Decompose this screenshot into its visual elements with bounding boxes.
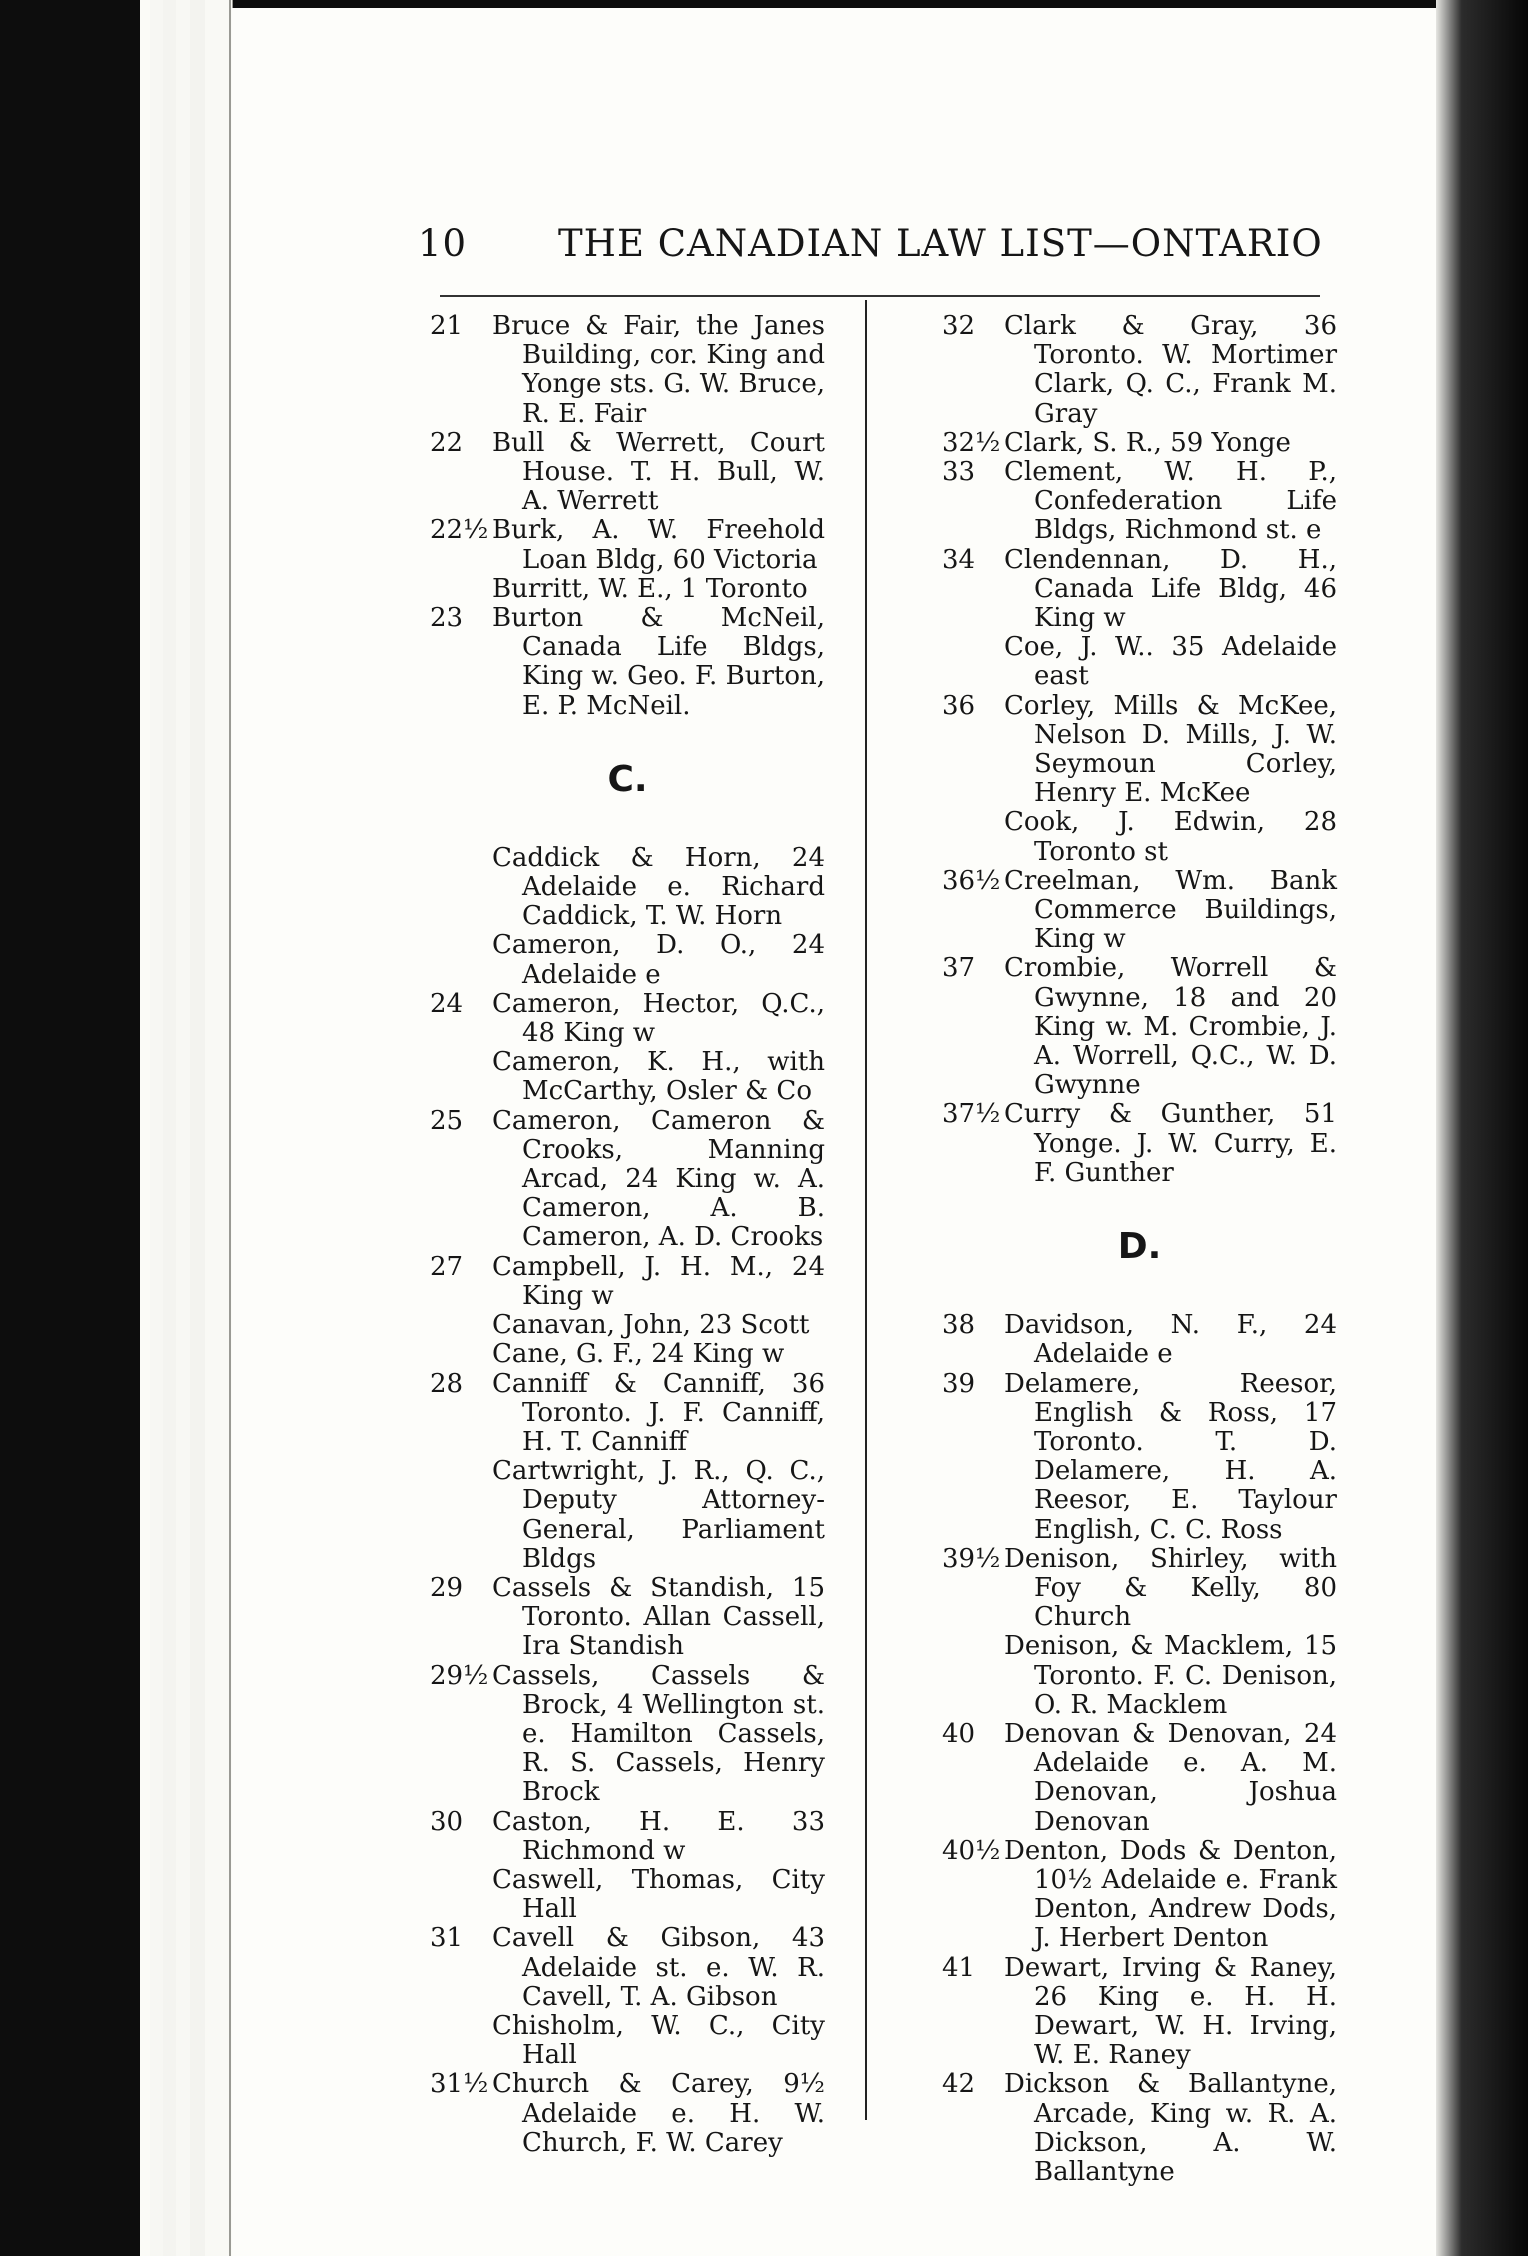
entry-text: Cavell & Gibson, 43 Adelaide st. e. W. R. Cavell, T. A. Gibson <box>492 1923 825 2012</box>
entry-number: 34 <box>942 544 976 575</box>
entry-text: Cassels & Standish, 15 Toronto. Allan Cassell, Ira Standish <box>492 1572 825 1662</box>
entry-text: Cameron, D. O., 24 Adelaide e <box>492 930 825 990</box>
directory-entry <box>430 604 825 721</box>
entry-text: Creelman, Wm. Bank Commerce Buildings, King w <box>1004 865 1337 955</box>
entry-number: 36 <box>942 690 976 721</box>
entry-text: Curry & Gunther, 51 Yonge. J. W. Curry, E. F. Gunther <box>1004 1099 1337 1188</box>
entry-number: 27 <box>430 1251 464 1282</box>
entry-text: Bull & Werrett, Court House. T. H. Bull, W. A. Werrett <box>492 427 825 517</box>
entry-text: Denton, Dods & Denton, 10½ Adelaide e. Frank Denton, Andrew Dods, J. Herbert Denton <box>1004 1835 1337 1954</box>
directory-entry <box>942 1311 1337 1369</box>
entry-text: Cane, G. F., 24 King w <box>492 1339 785 1370</box>
page-header <box>418 214 1323 274</box>
entry-number: 25 <box>430 1105 464 1136</box>
directory-entry <box>430 1253 825 1311</box>
directory-entry <box>942 867 1337 955</box>
entry-text: Bruce & Fair, the Janes Building, cor. King and Yonge sts. G. W. Bruce, R. E. Fair <box>492 311 825 429</box>
entry-number: 23 <box>430 603 464 634</box>
entry-text: Clement, W. H. P., Confederation Life Bldgs, Richmond st. e <box>1004 457 1337 546</box>
entry-number: 42 <box>942 2069 976 2100</box>
entry-number: 40½ <box>942 1835 1001 1866</box>
entry-text: Burk, A. W. Freehold Loan Bldg, 60 Victoria <box>492 515 825 575</box>
entry-text: Caddick & Horn, 24 Adelaide e. Richard Caddick, T. W. Horn <box>492 842 825 932</box>
page-gutter-shadow <box>1436 0 1528 2256</box>
page-number: 10 <box>418 222 468 265</box>
entry-number: 21 <box>430 311 464 341</box>
entry-number: 29 <box>430 1572 464 1603</box>
entry-text: Cameron, K. H., with McCarthy, Osler & Co <box>492 1047 825 1107</box>
entry-number: 38 <box>942 1310 976 1341</box>
directory-entry <box>430 2070 825 2158</box>
directory-entry <box>942 954 1337 1100</box>
page-title: THE CANADIAN LAW LIST—ONTARIO <box>558 222 1323 265</box>
entry-number: 36½ <box>942 865 1001 896</box>
directory-entry <box>430 312 825 429</box>
directory-entry <box>942 633 1337 691</box>
entry-text: Canniff & Canniff, 36 Toronto. J. F. Canniff, H. T. Canniff <box>492 1368 825 1457</box>
directory-entry <box>430 990 825 1048</box>
directory-entry <box>942 312 1337 429</box>
entry-text: Denison, Shirley, with Foy & Kelly, 80 Church <box>1004 1543 1337 1633</box>
entry-text: Denovan & Denovan, 24 Adelaide e. A. M. Denovan, Joshua Denovan <box>1004 1718 1337 1837</box>
directory-entry <box>430 1107 825 1253</box>
entry-number: 30 <box>430 1806 464 1837</box>
entry-number: 29½ <box>430 1660 489 1691</box>
entry-text: Cameron, Hector, Q.C., 48 King w <box>492 988 825 1049</box>
entry-text: Burritt, W. E., 1 Toronto <box>492 573 808 604</box>
directory-entry <box>430 1340 825 1369</box>
directory-entry <box>430 1866 825 1924</box>
directory-entry <box>430 1662 825 1808</box>
entry-text: Delamere, Reesor, English & Ross, 17 Toronto. T. D. Delamere, H. A. Reesor, E. Taylour English, C. C. Ross <box>1004 1368 1337 1545</box>
directory-entry <box>430 1048 825 1106</box>
directory-entry <box>430 1924 825 2012</box>
directory-entry <box>942 2070 1337 2187</box>
entry-text: Corley, Mills & McKee, Nelson D. Mills, J. W. Seymoun Corley, Henry E. McKee <box>1004 690 1337 809</box>
entry-text: Dewart, Irving & Raney, 26 King e. H. H. Dewart, W. H. Irving, W. E. Raney <box>1004 1952 1337 2071</box>
entry-number: 33 <box>942 457 976 488</box>
entry-number: 22 <box>430 427 464 458</box>
directory-entry <box>942 546 1337 634</box>
entry-number: 41 <box>942 1952 976 1983</box>
entry-text: Cassels, Cassels & Brock, 4 Wellington st. e. Hamilton Cassels, R. S. Cassels, Henry Brock <box>492 1660 825 1808</box>
directory-entry <box>430 1457 825 1574</box>
directory-entry <box>430 931 825 989</box>
entry-number: 39½ <box>942 1543 1001 1574</box>
page-edge-leaf <box>205 0 230 2256</box>
directory-entry <box>430 1808 825 1866</box>
entry-text: Cartwright, J. R., Q. C., Deputy Attorney-General, Parliament Bldgs <box>492 1456 825 1574</box>
entry-text: Chisholm, W. C., City Hall <box>492 2010 825 2071</box>
entry-number: 37½ <box>942 1099 1001 1130</box>
entry-text: Canavan, John, 23 Scott <box>492 1310 810 1341</box>
right-column <box>942 312 1337 2187</box>
entry-text: Caston, H. E. 33 Richmond w <box>492 1806 825 1866</box>
entry-number: 37 <box>942 953 976 984</box>
directory-entry <box>430 2012 825 2070</box>
directory-entry <box>430 516 825 574</box>
column-divider <box>865 300 867 2120</box>
directory-entry <box>942 429 1337 458</box>
entry-text: Cameron, Cameron & Crooks, Manning Arcad, 24 King w. A. Cameron, A. B. Cameron, A. D. Crooks <box>492 1105 825 1253</box>
entry-text: Clark, S. R., 59 Yonge <box>1004 427 1291 458</box>
entry-text: Cook, J. Edwin, 28 Toronto st <box>1004 807 1337 867</box>
directory-entry <box>942 1370 1337 1545</box>
directory-entry <box>430 429 825 517</box>
entry-text: Clendennan, D. H., Canada Life Bldg, 46 King w <box>1004 544 1337 634</box>
entry-text: Clark & Gray, 36 Toronto. W. Mortimer Clark, Q. C., Frank M. Gray <box>1004 311 1337 429</box>
entry-text: Crombie, Worrell & Gwynne, 18 and 20 King w. M. Crombie, J. A. Worrell, Q.C., W. D. Gwynne <box>1004 953 1337 1101</box>
entry-number: 24 <box>430 988 464 1019</box>
directory-entry <box>430 1311 825 1340</box>
entry-text: Caswell, Thomas, City Hall <box>492 1864 825 1925</box>
entry-text: Davidson, N. F., 24 Adelaide e <box>1004 1310 1337 1370</box>
directory-entry <box>430 844 825 932</box>
entry-number: 39 <box>942 1368 976 1399</box>
entry-number: 31½ <box>430 2069 489 2100</box>
directory-entry <box>430 1574 825 1662</box>
entry-text: Coe, J. W.. 35 Adelaide east <box>1004 632 1337 692</box>
left-column <box>430 312 825 2158</box>
directory-entry <box>942 692 1337 809</box>
entry-number: 32 <box>942 311 976 341</box>
entry-text: Campbell, J. H. M., 24 King w <box>492 1251 825 1311</box>
directory-entry <box>942 1545 1337 1633</box>
directory-entry <box>942 808 1337 866</box>
entry-text: Church & Carey, 9½ Adelaide e. H. W. Church, F. W. Carey <box>492 2069 825 2158</box>
header-rule <box>440 295 1320 297</box>
directory-entry <box>942 1100 1337 1188</box>
entry-text: Denison, & Macklem, 15 Toronto. F. C. Denison, O. R. Macklem <box>1004 1631 1337 1720</box>
directory-entry <box>942 1837 1337 1954</box>
entry-number: 32½ <box>942 427 1001 458</box>
directory-entry <box>942 1954 1337 2071</box>
section-letter: D. <box>1117 1226 1162 1268</box>
entry-text: Burton & McNeil, Canada Life Bldgs, King w. Geo. F. Burton, E. P. McNeil. <box>492 603 825 721</box>
entry-text: Dickson & Ballantyne, Arcade, King w. R. A. Dickson, A. W. Ballantyne <box>1004 2069 1337 2187</box>
directory-entry <box>430 575 825 604</box>
entry-number: 28 <box>430 1368 464 1399</box>
entry-number: 40 <box>942 1718 976 1749</box>
directory-entry <box>942 458 1337 546</box>
directory-entry <box>430 1370 825 1458</box>
section-letter: C. <box>607 758 648 800</box>
directory-entry <box>942 1632 1337 1720</box>
entry-number: 22½ <box>430 515 489 546</box>
directory-entry <box>942 1720 1337 1837</box>
entry-number: 31 <box>430 1923 464 1954</box>
